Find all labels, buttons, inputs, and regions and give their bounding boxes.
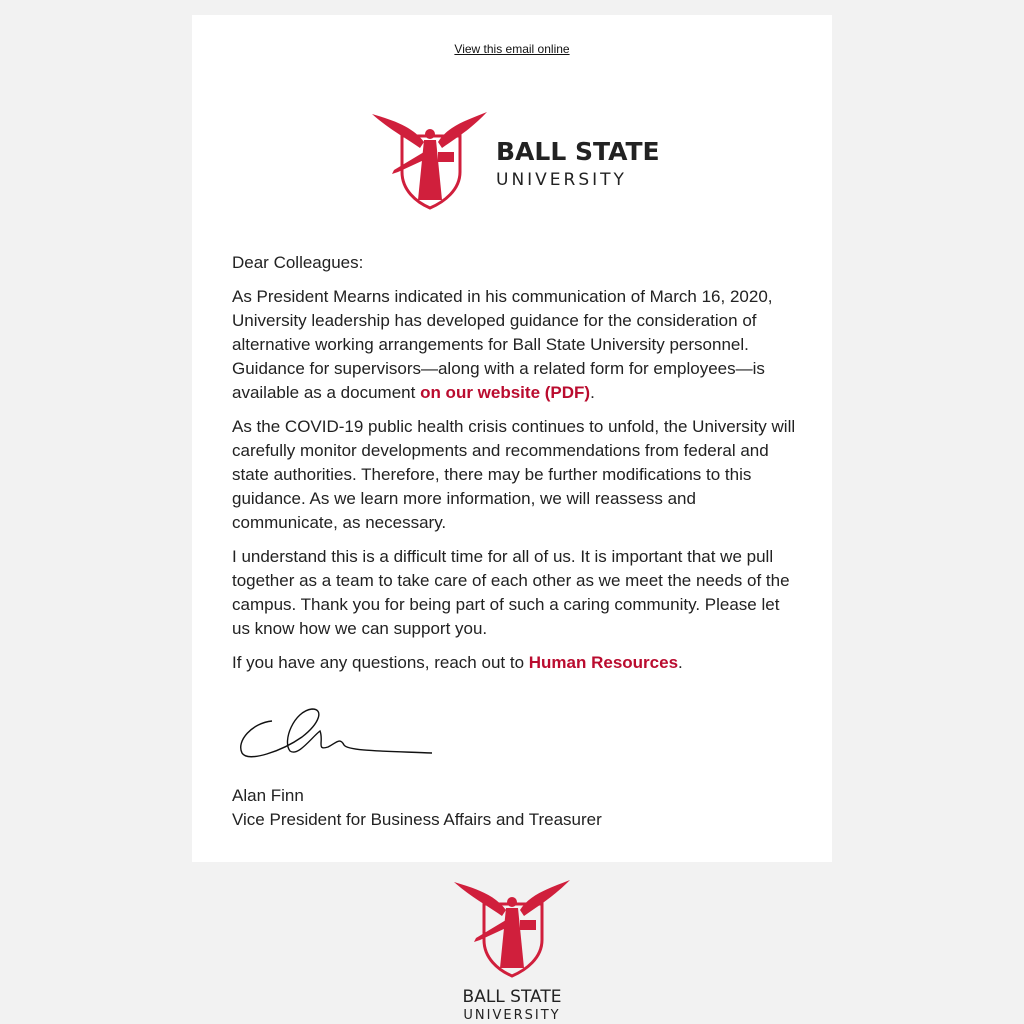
greeting: Dear Colleagues: — [232, 253, 364, 272]
period: . — [590, 383, 595, 402]
signer-name: Alan Finn — [232, 786, 304, 805]
brand-line2: UNIVERSITY — [496, 170, 627, 190]
paragraph-1 — [232, 285, 798, 405]
ball-state-logo — [372, 112, 662, 212]
view-online — [192, 42, 832, 56]
p4-text: If you have any questions, reach out to — [232, 653, 529, 672]
signature-block — [232, 784, 602, 832]
signer-title: Vice President for Business Affairs and Treasurer — [232, 810, 602, 829]
beneficence-emblem-icon — [372, 112, 487, 208]
paragraph-3: I understand this is a difficult time for all of us. It is important that we pull together as a team to take care of each other as we meet the needs of the campus. Thank you for being part of such a caring community. Please let us know how we can support you. — [232, 547, 790, 638]
p1-text: As President Mearns indicated in his communication of March 16, 2020, University leadership has developed guidance for the consideration of alternative working arrangements for Ball State University personnel. Guidance for supervisors—along with a related form for employees—is available as a document — [232, 287, 773, 402]
beneficence-emblem-icon — [454, 880, 570, 976]
human-resources-link[interactable]: Human Resources — [528, 653, 679, 672]
website-pdf-link[interactable]: on our website (PDF) — [420, 383, 591, 402]
view-online-link[interactable]: View this email online — [454, 42, 570, 56]
paragraph-4 — [232, 651, 798, 675]
email-card — [192, 15, 832, 862]
handwritten-signature — [232, 701, 442, 771]
brand-line1: BALL STATE — [496, 137, 660, 166]
letter-body — [232, 251, 798, 685]
period: . — [678, 653, 683, 672]
footer-brand-line2: UNIVERSITY — [463, 1008, 561, 1023]
footer-logo — [452, 878, 572, 1024]
footer-brand-line1: BALL STATE — [462, 987, 562, 1007]
paragraph-2: As the COVID-19 public health crisis continues to unfold, the University will carefully monitor developments and recommendations from federal and state authorities. Therefore, there may be further modifications to this guidance. As we learn more information, we will reassess and communicate, as necessary. — [232, 417, 796, 532]
